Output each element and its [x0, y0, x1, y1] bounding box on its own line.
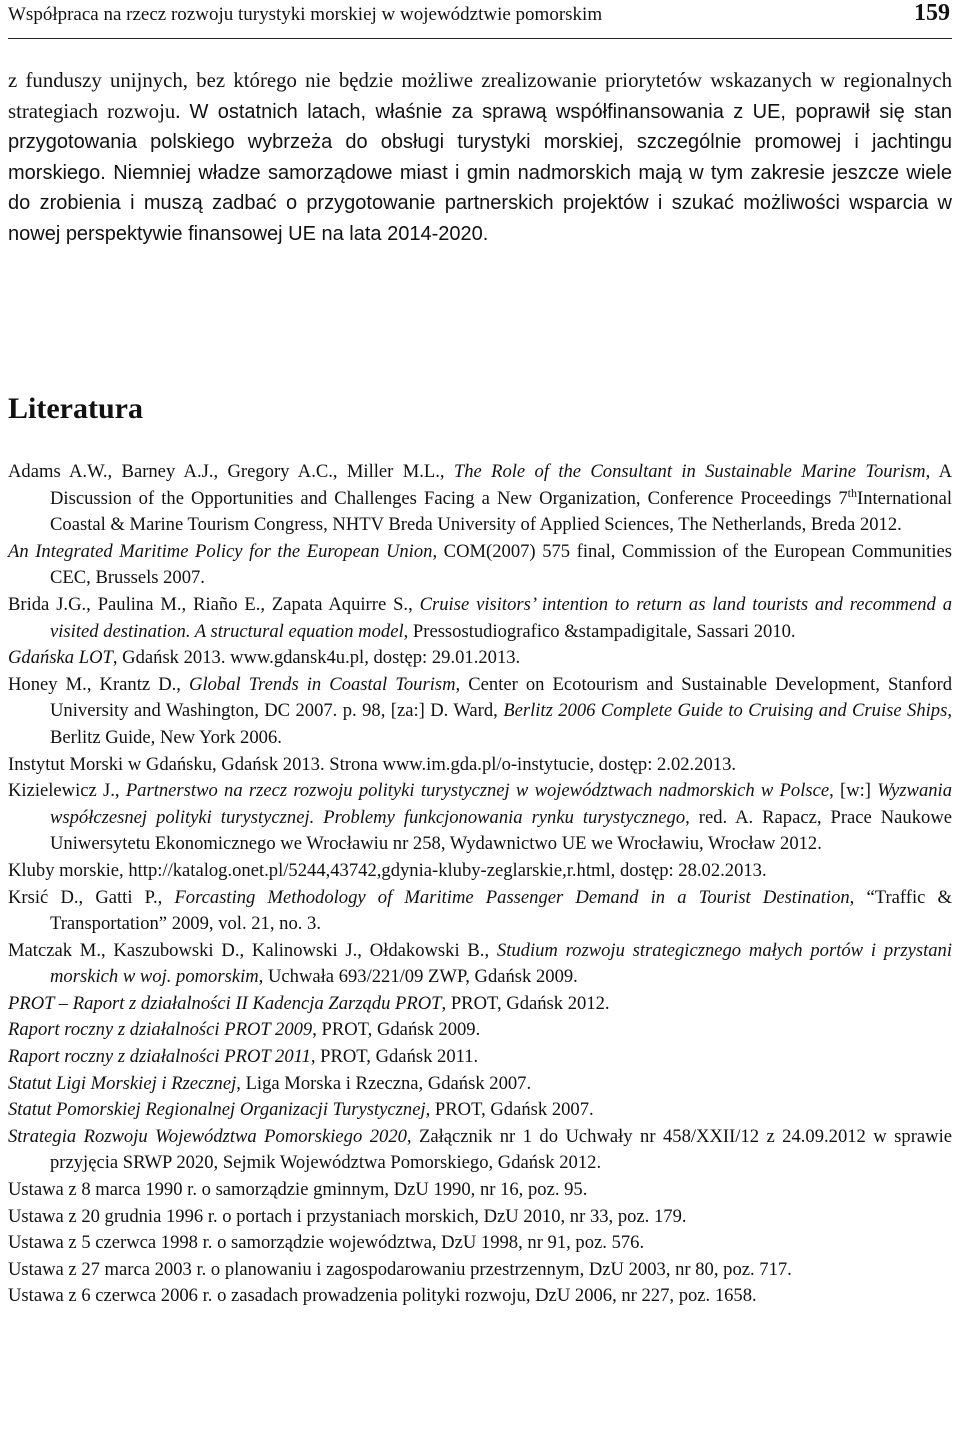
reference-item	[8, 991, 952, 1018]
reference-item	[8, 938, 952, 991]
reference-part-b2: Wyzwania współczesnej polityki turystycznej. Problemy funkcjonowania rynku turystycznego	[50, 780, 952, 828]
reference-part-c: , Pressostudiografico &stampadigitale, Sassari 2010.	[403, 620, 796, 642]
reference-item	[8, 539, 952, 592]
reference-part-a: Ustawa z 27 marca 2003 r. o planowaniu i zagospodarowaniu przestrzennym, DzU 2003, nr 80, poz. 717.	[8, 1258, 792, 1280]
reference-part-a: Brida J.G., Paulina M., Riaño E., Zapata Aquirre S.,	[8, 593, 420, 615]
reference-part-b: Statut Pomorskiej Regionalnej Organizacji Turystycznej	[8, 1099, 426, 1121]
reference-part-b: Forcasting Methodology of Maritime Passenger Demand in a Tourist Destination	[174, 886, 850, 908]
reference-part-c: , Liga Morska i Rzeczna, Gdańsk 2007.	[236, 1072, 532, 1094]
reference-part-a: Honey M., Krantz D.,	[8, 673, 190, 695]
reference-part-a: Ustawa z 6 czerwca 2006 r. o zasadach prowadzenia polityki rozwoju, DzU 2006, nr 227, poz. 1658.	[8, 1285, 757, 1307]
reference-part-a: Kluby morskie, http://katalog.onet.pl/5244,43742,gdynia-kluby-zeglarskie,r.html, dostęp: 28.02.2013.	[8, 859, 767, 881]
body-text-sans: W ostatnich latach, właśnie za sprawą współfinansowania z UE, poprawił się stan przygotowania polskiego wybrzeża do obsługi turystyki morskiej, szczególnie promowej i jachtingu morskiego. Niemniej władze samorządowe miast i gmin nadmorskich mają w tym zakresie jeszcze wiele do zrobienia i muszą zadbać o przygotowanie partnerskich projektów i szukać możliwości wsparcia w nowej perspektywie finansowej UE na lata 2014-2020.	[8, 100, 952, 245]
reference-part-c: , Uchwała 693/221/09 ZWP, Gdańsk 2009.	[258, 966, 578, 988]
reference-part-c: , PROT, Gdańsk 2009.	[312, 1019, 481, 1041]
reference-part-a: Adams A.W., Barney A.J., Gregory A.C., Miller M.L.,	[8, 461, 454, 482]
reference-part-b: An Integrated Maritime Policy for the European Union	[8, 540, 433, 562]
reference-part-c: , COM(2007) 575 final, Commission of the European Communities CEC, Brussels 2007.	[50, 540, 952, 589]
reference-item	[8, 752, 952, 779]
section-heading: Literatura	[8, 392, 143, 425]
reference-part-c: , [w:]	[829, 780, 878, 802]
reference-item	[8, 645, 952, 672]
reference-item	[8, 672, 952, 752]
reference-item	[8, 592, 952, 645]
reference-list	[8, 459, 952, 1310]
reference-item	[8, 1017, 952, 1044]
reference-part-a: Kizielewicz J.,	[8, 780, 126, 802]
reference-part-b: Cruise visitors’ intention to return as land tourists and recommend a visited destination. A structural equation model	[50, 593, 952, 642]
reference-part-b: Strategia Rozwoju Województwa Pomorskiego 2020	[8, 1125, 407, 1147]
reference-part-d: , red. A. Rapacz, Prace Naukowe Uniwersytetu Ekonomicznego we Wrocławiu nr 258, Wydawnictwo UE we Wrocławiu, Wrocław 2012.	[50, 806, 952, 855]
reference-part-b: Raport roczny z działalności PROT 2011	[8, 1046, 311, 1068]
reference-part-b: Global Trends in Coastal Tourism	[189, 673, 456, 695]
reference-part-b: Raport roczny z działalności PROT 2009	[8, 1019, 313, 1041]
reference-item	[8, 885, 952, 938]
reference-part-c: , PROT, Gdańsk 2012.	[441, 992, 610, 1014]
reference-part-c: , Załącznik nr 1 do Uchwały nr 458/XXII/12 z 24.09.2012 w sprawie przyjęcia SRWP 2020, Sejmik Województwa Pomorskiego, Gdańsk 2012.	[50, 1125, 952, 1174]
reference-item	[8, 1177, 952, 1204]
reference-item	[8, 1283, 952, 1310]
reference-item	[8, 459, 952, 539]
reference-part-a: Ustawa z 5 czerwca 1998 r. o samorządzie województwa, DzU 1998, nr 91, poz. 576.	[8, 1232, 645, 1254]
reference-part-c: , A Discussion of the Opportunities and Challenges Facing a New Organization, Conference Proceedings 7	[50, 461, 952, 509]
running-header	[8, 0, 952, 39]
reference-part-d: , Berlitz Guide, New York 2006.	[50, 700, 952, 748]
reference-part-a: Matczak M., Kaszubowski D., Kalinowski J., Ołdakowski B.,	[8, 939, 497, 961]
running-header-title: Współpraca na rzecz rozwoju turystyki morskiej w województwie pomorskim	[8, 4, 603, 25]
reference-item	[8, 1204, 952, 1231]
body-paragraph	[8, 66, 952, 249]
reference-item	[8, 1044, 952, 1071]
reference-part-b: Gdańska LOT	[8, 647, 113, 669]
reference-part-sup: th	[847, 485, 857, 500]
reference-part-c: , PROT, Gdańsk 2007.	[425, 1099, 594, 1121]
reference-part-b: Partnerstwo na rzecz rozwoju polityki turystycznej w województwach nadmorskich w Polsce	[125, 780, 830, 802]
reference-item	[8, 1124, 952, 1177]
reference-part-c: , PROT, Gdańsk 2011.	[310, 1046, 479, 1068]
reference-part-b2: Berlitz 2006 Complete Guide to Cruising and Cruise Ships	[503, 700, 948, 722]
reference-part-a: Instytut Morski w Gdańsku, Gdańsk 2013. Strona www.im.gda.pl/o-instytucie, dostęp: 2.02.2013.	[8, 753, 737, 775]
body-text-serif: z funduszy unijnych, bez którego nie będzie możliwe zrealizowanie priorytetów wskazanych w regionalnych strategiach rozwoju.	[8, 69, 952, 123]
reference-part-c: , Center on Ecotourism and Sustainable Development, Stanford University and Washington, DC 2007. p. 98, [za:] D. Ward,	[50, 673, 952, 722]
reference-part-c: , “Traffic & Transportation” 2009, vol. 21, no. 3.	[50, 886, 952, 935]
reference-part-b: The Role of the Consultant in Sustainable Marine Tourism	[453, 461, 926, 482]
reference-item	[8, 1097, 952, 1124]
page-number: 159	[914, 0, 950, 26]
reference-part-a: Ustawa z 20 grudnia 1996 r. o portach i przystaniach morskich, DzU 2010, nr 33, poz. 179.	[8, 1205, 687, 1227]
reference-item	[8, 858, 952, 885]
reference-part-a: Krsić D., Gatti P.,	[8, 886, 175, 908]
reference-item	[8, 1230, 952, 1257]
reference-part-d: International Coastal & Marine Tourism Congress, NHTV Breda University of Applied Sciences, The Netherlands, Breda 2012.	[50, 487, 952, 536]
reference-part-c: , Gdańsk 2013. www.gdansk4u.pl, dostęp: 29.01.2013.	[112, 647, 521, 669]
reference-part-a: Ustawa z 8 marca 1990 r. o samorządzie gminnym, DzU 1990, nr 16, poz. 95.	[8, 1179, 588, 1201]
reference-item	[8, 1071, 952, 1098]
reference-part-b: Studium rozwoju strategicznego małych portów i przystani morskich w woj. pomorskim	[50, 939, 952, 988]
reference-item	[8, 778, 952, 858]
reference-part-b: Statut Ligi Morskiej i Rzecznej	[8, 1072, 237, 1094]
reference-item	[8, 1257, 952, 1284]
reference-part-b: PROT – Raport z działalności II Kadencja Zarządu PROT	[8, 992, 442, 1014]
